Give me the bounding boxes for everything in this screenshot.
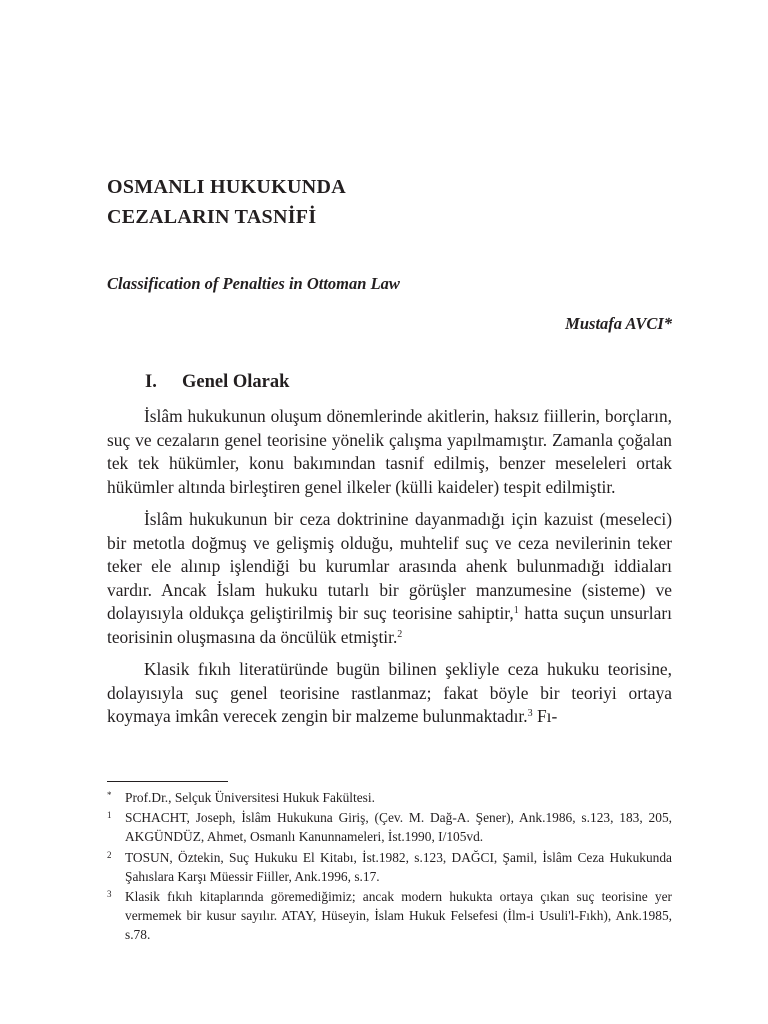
paragraph-1: İslâm hukukunun oluşum dönemlerinde akitlerin, haksız fiillerin, borçların, suç ve cezaların genel teorisine yönelik çalışma yapılmamıştır. Zamanla çoğalan tek tek hükümler, konu bakımından tasnif edilmiş, benzer meseleleri ortak hükümler altında birleştiren genel ilkeler (külli kaideler) tespit edilmiştir. (107, 406, 672, 497)
english-subtitle: Classification of Penalties in Ottoman Law (107, 274, 400, 293)
footnote-divider (107, 781, 228, 782)
footnote-reference-3: 3 (527, 708, 533, 719)
section-title: Genel Olarak (182, 372, 290, 392)
footnote-text: Prof.Dr., Selçuk Üniversitesi Hukuk Fakültesi. (125, 790, 375, 805)
paragraph-2-text-a: İslâm hukukunun bir ceza doktrinine dayanmadığı için kazuist (meseleci) bir metotla doğmuş ve gelişmiş olduğu, muhtelif suç ve ceza nevilerinin teker teker ele alınıp işlendiği bu kurumlar arasında ahenk bulunmadığı iddiaları vardır. Ancak İslam hukuku tutarlı bir görüşler manzumesine (sisteme) ve dolayısıyla oldukça geliştirilmiş bir suç teorisine sahiptir, (107, 509, 672, 623)
footnote-text: TOSUN, Öztekin, Suç Hukuku El Kitabı, İst.1982, s.123, DAĞCI, Şamil, İslâm Ceza Hukukunda Şahıslara Karşı Müessir Fiiller, Ank.1996, s.17. (125, 849, 672, 884)
section-number: I. (145, 372, 157, 392)
paragraph-2-text-b: hatta suçun unsurları teorisinin oluşmasına da öncülük etmiştir. (107, 603, 672, 647)
paragraph-2 (107, 508, 672, 649)
footnote-marker: 2 (107, 849, 112, 860)
footnotes (107, 788, 672, 946)
document-page (107, 0, 672, 1024)
author-name: Mustafa AVCI* (565, 314, 672, 333)
footnote-item (107, 848, 672, 886)
footnote-reference-1: 1 (513, 605, 519, 616)
footnote-text: SCHACHT, Joseph, İslâm Hukukuna Giriş, (Çev. M. Dağ-A. Şener), Ank.1986, s.123, 183, 205, AKGÜNDÜZ, Ahmet, Osmanlı Kanunnameleri, İst.1990, I/105vd. (125, 810, 672, 845)
article-title (107, 172, 672, 232)
footnote-reference-2: 2 (397, 628, 403, 640)
footnote-item (107, 808, 672, 846)
paragraph-3-text-a: Klasik fıkıh literatüründe bugün bilinen şekliyle ceza hukuku teorisine, dolayısıyla suç genel teorisine rastlanmaz; fakat böyle bir teoriyi ortaya koymaya imkân verecek zengin bir malzeme bulunmaktadır. (107, 659, 672, 726)
footnote-marker: * (107, 790, 112, 800)
footnote-text: Klasik fıkıh kitaplarında göremediğimiz; ancak modern hukukta ortaya çıkan suç teorisine yer vermemek bir kusur sayılır. ATAY, Hüseyin, İslam Hukuk Felsefesi (İlm-i Usuli'l-Fıkh), Ank.1985, s.78. (125, 889, 672, 943)
footnote-item (107, 788, 672, 807)
article-title-line-2: CEZALARIN TASNİFİ (107, 206, 317, 228)
section-heading (145, 372, 289, 393)
footnote-marker: 3 (107, 889, 112, 900)
paragraph-3-text-b: Fı- (532, 706, 558, 726)
body-text (107, 405, 672, 738)
footnote-item (107, 887, 672, 945)
footnote-marker: 1 (107, 810, 112, 821)
paragraph-3 (107, 658, 672, 729)
article-title-line-1: OSMANLI HUKUKUNDA (107, 176, 346, 198)
